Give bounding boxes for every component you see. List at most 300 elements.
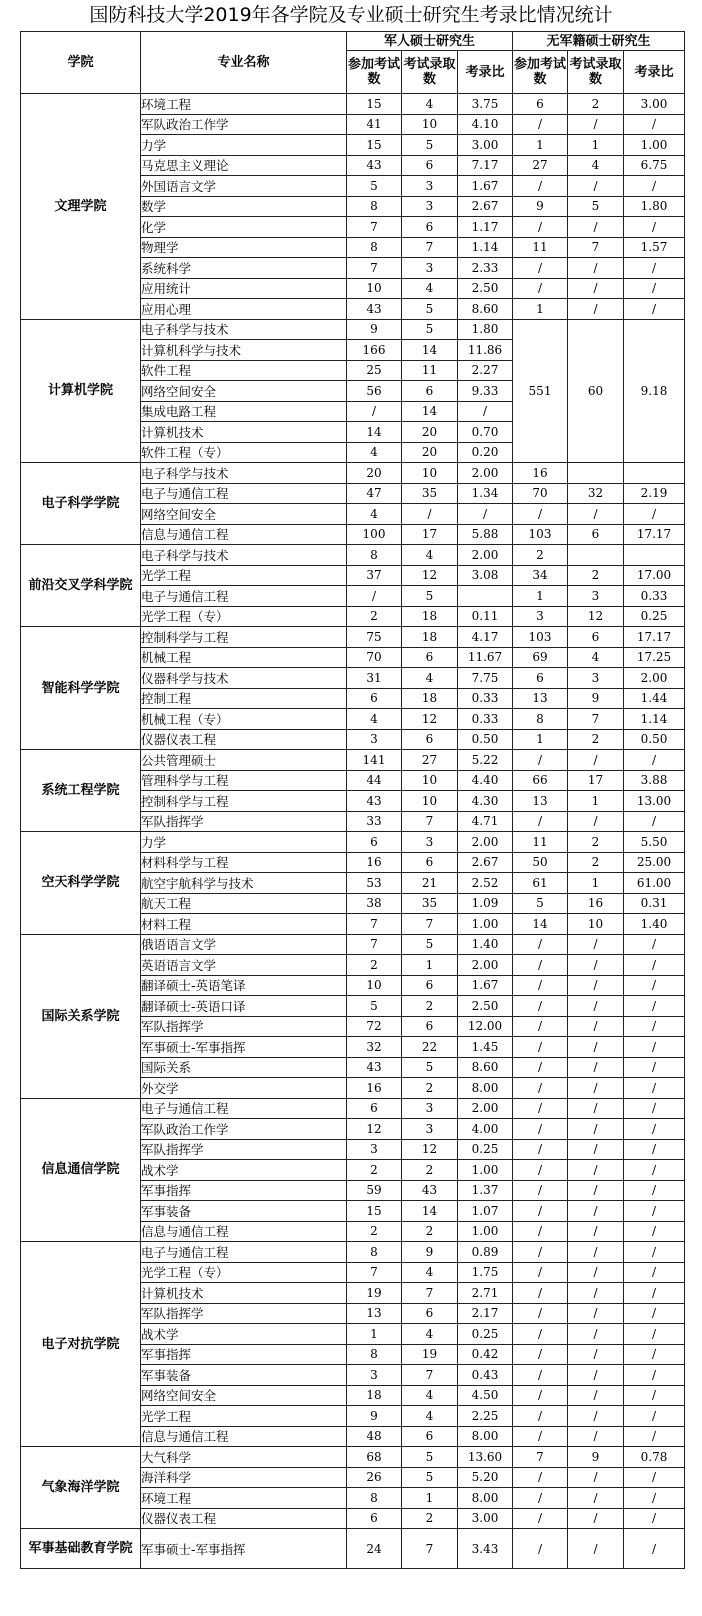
civilian-ratio: / (624, 176, 685, 197)
major-name: 材料科学与工程 (141, 852, 347, 873)
military-ratio: 0.11 (458, 606, 513, 627)
civilian-ratio: / (624, 1037, 685, 1058)
military-admitted: 3 (402, 1098, 458, 1119)
military-applicants: 5 (347, 176, 402, 197)
civilian-admitted: / (568, 217, 624, 238)
civilian-admitted: / (568, 1139, 624, 1160)
military-applicants: 6 (347, 1098, 402, 1119)
major-name: 控制工程 (141, 688, 347, 709)
civilian-admitted: / (568, 1406, 624, 1427)
military-admitted: 18 (402, 688, 458, 709)
military-ratio: 5.22 (458, 750, 513, 771)
military-ratio: 2.33 (458, 258, 513, 279)
major-name: 力学 (141, 135, 347, 156)
civilian-admitted: / (568, 1016, 624, 1037)
civilian-ratio: / (624, 1078, 685, 1099)
military-applicants: 38 (347, 893, 402, 914)
military-ratio: 11.67 (458, 647, 513, 668)
civilian-admitted: / (568, 1283, 624, 1304)
civilian-ratio: / (624, 258, 685, 279)
civilian-ratio: / (624, 1283, 685, 1304)
civilian-applicants: / (513, 1344, 568, 1365)
military-admitted: 6 (402, 975, 458, 996)
header-civilian-admitted: 考试录取数 (568, 51, 624, 94)
major-name: 信息与通信工程 (141, 1221, 347, 1242)
military-ratio: 2.67 (458, 196, 513, 217)
civilian-ratio: 3.00 (624, 94, 685, 115)
major-name: 电子与通信工程 (141, 1242, 347, 1263)
civilian-applicants: / (513, 278, 568, 299)
civilian-applicants: / (513, 1078, 568, 1099)
civilian-admitted: 10 (568, 914, 624, 935)
military-admitted: 20 (402, 442, 458, 463)
military-ratio: 0.25 (458, 1324, 513, 1345)
civilian-ratio: / (624, 299, 685, 320)
military-admitted: 6 (402, 155, 458, 176)
civilian-ratio: / (624, 1016, 685, 1037)
major-name: 英语语言文学 (141, 955, 347, 976)
civilian-admitted: 12 (568, 606, 624, 627)
civilian-ratio: / (624, 1529, 685, 1569)
civilian-applicants: / (513, 1057, 568, 1078)
major-name: 网络空间安全 (141, 381, 347, 402)
military-admitted: 7 (402, 1529, 458, 1569)
military-admitted: 6 (402, 1016, 458, 1037)
military-admitted: 6 (402, 647, 458, 668)
military-admitted: 2 (402, 1508, 458, 1529)
civilian-applicants: 7 (513, 1447, 568, 1468)
military-ratio: 1.07 (458, 1201, 513, 1222)
civilian-admitted: / (568, 996, 624, 1017)
civilian-applicants: / (513, 114, 568, 135)
military-applicants: 3 (347, 1365, 402, 1386)
major-name: 机械工程（专） (141, 709, 347, 730)
civilian-admitted: / (568, 1303, 624, 1324)
military-admitted: 27 (402, 750, 458, 771)
civilian-applicants: 13 (513, 688, 568, 709)
military-admitted: 18 (402, 627, 458, 648)
military-admitted: 22 (402, 1037, 458, 1058)
military-ratio: 2.71 (458, 1283, 513, 1304)
military-applicants: / (347, 586, 402, 607)
table-row (21, 94, 685, 115)
major-name: 光学工程（专） (141, 1262, 347, 1283)
military-admitted: 5 (402, 1057, 458, 1078)
major-name: 网络空间安全 (141, 504, 347, 525)
military-admitted: 6 (402, 852, 458, 873)
military-admitted: 19 (402, 1344, 458, 1365)
major-name: 航天工程 (141, 893, 347, 914)
military-admitted: 2 (402, 1160, 458, 1181)
military-applicants: 25 (347, 360, 402, 381)
civilian-applicants: / (513, 955, 568, 976)
military-admitted: 21 (402, 873, 458, 894)
military-ratio: 2.17 (458, 1303, 513, 1324)
civilian-admitted: / (568, 1160, 624, 1181)
military-admitted: 14 (402, 340, 458, 361)
page-title: 国防科技大学2019年各学院及专业硕士研究生考录比情况统计 (89, 4, 613, 26)
civilian-applicants: 61 (513, 873, 568, 894)
military-applicants: / (347, 401, 402, 422)
civilian-applicants: / (513, 996, 568, 1017)
military-applicants: 8 (347, 1488, 402, 1509)
civilian-ratio: 1.80 (624, 196, 685, 217)
major-name: 环境工程 (141, 94, 347, 115)
military-admitted: 1 (402, 955, 458, 976)
civilian-ratio: / (624, 1201, 685, 1222)
civilian-applicants: 1 (513, 135, 568, 156)
military-ratio: 2.00 (458, 463, 513, 484)
military-ratio: 1.00 (458, 914, 513, 935)
military-admitted: 14 (402, 401, 458, 422)
civilian-applicants: / (513, 1262, 568, 1283)
military-admitted: 5 (402, 1447, 458, 1468)
military-applicants: 20 (347, 463, 402, 484)
civilian-applicants: 11 (513, 237, 568, 258)
military-ratio: 1.67 (458, 975, 513, 996)
major-name: 控制科学与工程 (141, 791, 347, 812)
civilian-applicants: 3 (513, 606, 568, 627)
civilian-admitted: / (568, 1201, 624, 1222)
civilian-ratio: 1.44 (624, 688, 685, 709)
header-civilian-applicants: 参加考试数 (513, 51, 568, 94)
military-applicants: 9 (347, 319, 402, 340)
table-row (21, 545, 685, 566)
military-applicants: 10 (347, 278, 402, 299)
military-ratio: 12.00 (458, 1016, 513, 1037)
military-ratio: 1.67 (458, 176, 513, 197)
civilian-ratio: 3.88 (624, 770, 685, 791)
military-admitted: 7 (402, 914, 458, 935)
civilian-admitted: / (568, 1508, 624, 1529)
civilian-ratio: / (624, 114, 685, 135)
military-admitted: 2 (402, 996, 458, 1017)
civilian-applicants: 103 (513, 627, 568, 648)
major-name: 军队指挥学 (141, 1016, 347, 1037)
header-major: 专业名称 (141, 32, 347, 94)
military-admitted: 4 (402, 545, 458, 566)
military-admitted: / (402, 504, 458, 525)
military-ratio: 2.00 (458, 545, 513, 566)
military-admitted: 4 (402, 1262, 458, 1283)
military-ratio: 5.88 (458, 524, 513, 545)
military-admitted: 2 (402, 1078, 458, 1099)
college-name: 系统工程学院 (21, 750, 141, 832)
civilian-applicants: 1 (513, 586, 568, 607)
header-military-applicants: 参加考试数 (347, 51, 402, 94)
civilian-admitted: / (568, 1078, 624, 1099)
major-name: 电子与通信工程 (141, 1098, 347, 1119)
table-row (21, 319, 685, 340)
major-name: 机械工程 (141, 647, 347, 668)
military-admitted: 1 (402, 1488, 458, 1509)
military-admitted: 3 (402, 1119, 458, 1140)
military-ratio: 5.20 (458, 1467, 513, 1488)
major-name: 俄语语言文学 (141, 934, 347, 955)
military-applicants: 18 (347, 1385, 402, 1406)
civilian-admitted: / (568, 504, 624, 525)
military-applicants: 141 (347, 750, 402, 771)
college-name: 气象海洋学院 (21, 1447, 141, 1529)
civilian-ratio: 17.25 (624, 647, 685, 668)
military-applicants: 9 (347, 1406, 402, 1427)
civilian-admitted: / (568, 176, 624, 197)
civilian-applicants: / (513, 1467, 568, 1488)
header-group-military: 军人硕士研究生 (347, 32, 513, 51)
military-ratio: 8.00 (458, 1078, 513, 1099)
civilian-admitted: / (568, 934, 624, 955)
military-applicants: 47 (347, 483, 402, 504)
civilian-applicants: / (513, 1283, 568, 1304)
military-applicants: 15 (347, 94, 402, 115)
civilian-admitted: / (568, 299, 624, 320)
civilian-applicants: / (513, 1180, 568, 1201)
civilian-applicants: 5 (513, 893, 568, 914)
military-admitted: 35 (402, 893, 458, 914)
major-name: 计算机技术 (141, 422, 347, 443)
civilian-admitted: / (568, 1365, 624, 1386)
military-admitted: 5 (402, 586, 458, 607)
military-applicants: 1 (347, 1324, 402, 1345)
college-name: 智能科学学院 (21, 627, 141, 750)
civilian-applicants: 16 (513, 463, 568, 484)
military-admitted: 2 (402, 1221, 458, 1242)
civilian-ratio: / (624, 1119, 685, 1140)
military-ratio: 1.00 (458, 1160, 513, 1181)
major-name: 信息与通信工程 (141, 524, 347, 545)
civilian-applicants: / (513, 1508, 568, 1529)
civilian-admitted: 4 (568, 155, 624, 176)
major-name: 环境工程 (141, 1488, 347, 1509)
header-college: 学院 (21, 32, 141, 94)
military-ratio: 1.75 (458, 1262, 513, 1283)
military-applicants: 75 (347, 627, 402, 648)
table-row (21, 934, 685, 955)
military-applicants: 41 (347, 114, 402, 135)
civilian-ratio: / (624, 1098, 685, 1119)
civilian-admitted: 3 (568, 586, 624, 607)
civilian-admitted (568, 463, 624, 484)
civilian-admitted: / (568, 1098, 624, 1119)
civilian-applicants: / (513, 1242, 568, 1263)
civilian-ratio: / (624, 975, 685, 996)
military-admitted: 5 (402, 934, 458, 955)
civilian-ratio: 2.00 (624, 668, 685, 689)
civilian-admitted: 9 (568, 1447, 624, 1468)
civilian-applicants: 1 (513, 729, 568, 750)
military-admitted: 6 (402, 381, 458, 402)
civilian-applicants: / (513, 1529, 568, 1569)
civilian-applicants: / (513, 1221, 568, 1242)
admission-ratio-table (20, 31, 685, 1569)
civilian-admitted: / (568, 1385, 624, 1406)
military-admitted: 12 (402, 1139, 458, 1160)
military-ratio: 2.50 (458, 278, 513, 299)
military-ratio: / (458, 401, 513, 422)
civilian-ratio: / (624, 1324, 685, 1345)
civilian-ratio: / (624, 996, 685, 1017)
civilian-ratio: 25.00 (624, 852, 685, 873)
military-applicants: 15 (347, 1201, 402, 1222)
military-ratio: 1.80 (458, 319, 513, 340)
military-ratio: 0.20 (458, 442, 513, 463)
civilian-admitted: 60 (568, 319, 624, 463)
military-applicants: 2 (347, 606, 402, 627)
civilian-ratio: 9.18 (624, 319, 685, 463)
military-applicants: 32 (347, 1037, 402, 1058)
civilian-ratio: / (624, 811, 685, 832)
military-ratio: 1.14 (458, 237, 513, 258)
civilian-ratio: / (624, 1057, 685, 1078)
military-admitted: 5 (402, 319, 458, 340)
civilian-ratio: / (624, 278, 685, 299)
military-ratio: 9.33 (458, 381, 513, 402)
civilian-admitted: 2 (568, 832, 624, 853)
civilian-ratio: / (624, 1467, 685, 1488)
military-admitted: 7 (402, 237, 458, 258)
major-name: 软件工程 (141, 360, 347, 381)
military-ratio: 3.43 (458, 1529, 513, 1569)
military-ratio: 0.33 (458, 688, 513, 709)
military-ratio: 8.60 (458, 1057, 513, 1078)
civilian-ratio: / (624, 217, 685, 238)
military-ratio: 0.89 (458, 1242, 513, 1263)
civilian-ratio: / (624, 1139, 685, 1160)
military-applicants: 2 (347, 955, 402, 976)
military-admitted: 3 (402, 258, 458, 279)
civilian-admitted: / (568, 1180, 624, 1201)
military-applicants: 16 (347, 852, 402, 873)
military-applicants: 72 (347, 1016, 402, 1037)
civilian-admitted: 4 (568, 647, 624, 668)
military-admitted: 9 (402, 1242, 458, 1263)
major-name: 军事装备 (141, 1201, 347, 1222)
civilian-admitted: / (568, 1324, 624, 1345)
civilian-applicants: / (513, 258, 568, 279)
civilian-applicants: / (513, 934, 568, 955)
civilian-ratio: 0.31 (624, 893, 685, 914)
military-ratio: 1.17 (458, 217, 513, 238)
military-ratio: 2.50 (458, 996, 513, 1017)
civilian-applicants: / (513, 176, 568, 197)
table-row (21, 1529, 685, 1569)
military-ratio: 2.00 (458, 832, 513, 853)
military-applicants: 4 (347, 709, 402, 730)
civilian-ratio: 0.33 (624, 586, 685, 607)
civilian-applicants: / (513, 1303, 568, 1324)
major-name: 软件工程（专） (141, 442, 347, 463)
civilian-admitted: / (568, 1344, 624, 1365)
table-row (21, 1098, 685, 1119)
civilian-applicants: / (513, 811, 568, 832)
military-applicants: 43 (347, 1057, 402, 1078)
major-name: 应用统计 (141, 278, 347, 299)
military-ratio: 1.45 (458, 1037, 513, 1058)
civilian-applicants: / (513, 217, 568, 238)
civilian-applicants: 66 (513, 770, 568, 791)
civilian-ratio: / (624, 1365, 685, 1386)
major-name: 军事硕士-军事指挥 (141, 1037, 347, 1058)
civilian-admitted: 6 (568, 627, 624, 648)
military-applicants: 68 (347, 1447, 402, 1468)
civilian-admitted: / (568, 955, 624, 976)
civilian-applicants: 1 (513, 299, 568, 320)
military-applicants: 3 (347, 1139, 402, 1160)
military-applicants: 4 (347, 442, 402, 463)
military-applicants: 3 (347, 729, 402, 750)
military-ratio: 4.17 (458, 627, 513, 648)
major-name: 军队指挥学 (141, 1139, 347, 1160)
military-applicants: 26 (347, 1467, 402, 1488)
major-name: 信息与通信工程 (141, 1426, 347, 1447)
civilian-admitted: 16 (568, 893, 624, 914)
table-row (21, 463, 685, 484)
civilian-admitted: / (568, 750, 624, 771)
military-admitted: 5 (402, 135, 458, 156)
military-ratio: 2.27 (458, 360, 513, 381)
military-ratio: 1.00 (458, 1221, 513, 1242)
civilian-admitted: 3 (568, 668, 624, 689)
military-applicants: 10 (347, 975, 402, 996)
civilian-ratio: / (624, 504, 685, 525)
military-applicants: 37 (347, 565, 402, 586)
civilian-applicants: / (513, 1016, 568, 1037)
military-applicants: 70 (347, 647, 402, 668)
military-applicants: 43 (347, 155, 402, 176)
civilian-admitted: / (568, 1467, 624, 1488)
major-name: 电子科学与技术 (141, 545, 347, 566)
civilian-ratio (624, 545, 685, 566)
military-applicants: 56 (347, 381, 402, 402)
military-applicants: 6 (347, 688, 402, 709)
civilian-admitted: 2 (568, 565, 624, 586)
major-name: 军队政治工作学 (141, 114, 347, 135)
military-ratio: 4.50 (458, 1385, 513, 1406)
civilian-ratio: 5.50 (624, 832, 685, 853)
military-admitted: 3 (402, 196, 458, 217)
major-name: 电子与通信工程 (141, 483, 347, 504)
civilian-applicants: 2 (513, 545, 568, 566)
military-admitted: 7 (402, 1365, 458, 1386)
military-admitted: 6 (402, 1426, 458, 1447)
major-name: 军事硕士-军事指挥 (141, 1529, 347, 1569)
military-admitted: 4 (402, 278, 458, 299)
military-applicants: 7 (347, 914, 402, 935)
military-ratio: 4.30 (458, 791, 513, 812)
major-name: 系统科学 (141, 258, 347, 279)
military-admitted: 3 (402, 832, 458, 853)
military-applicants: 8 (347, 237, 402, 258)
military-applicants: 6 (347, 832, 402, 853)
military-ratio: 1.09 (458, 893, 513, 914)
military-admitted: 4 (402, 668, 458, 689)
major-name: 应用心理 (141, 299, 347, 320)
military-ratio: 1.40 (458, 934, 513, 955)
civilian-applicants: / (513, 1037, 568, 1058)
civilian-applicants: 27 (513, 155, 568, 176)
civilian-ratio: 1.57 (624, 237, 685, 258)
military-applicants: 7 (347, 258, 402, 279)
military-admitted: 10 (402, 791, 458, 812)
military-admitted: 6 (402, 729, 458, 750)
civilian-applicants: / (513, 1119, 568, 1140)
major-name: 力学 (141, 832, 347, 853)
college-name: 前沿交叉学科学院 (21, 545, 141, 627)
civilian-applicants: / (513, 1324, 568, 1345)
civilian-applicants: 6 (513, 668, 568, 689)
civilian-admitted: / (568, 1037, 624, 1058)
table-row (21, 1447, 685, 1468)
